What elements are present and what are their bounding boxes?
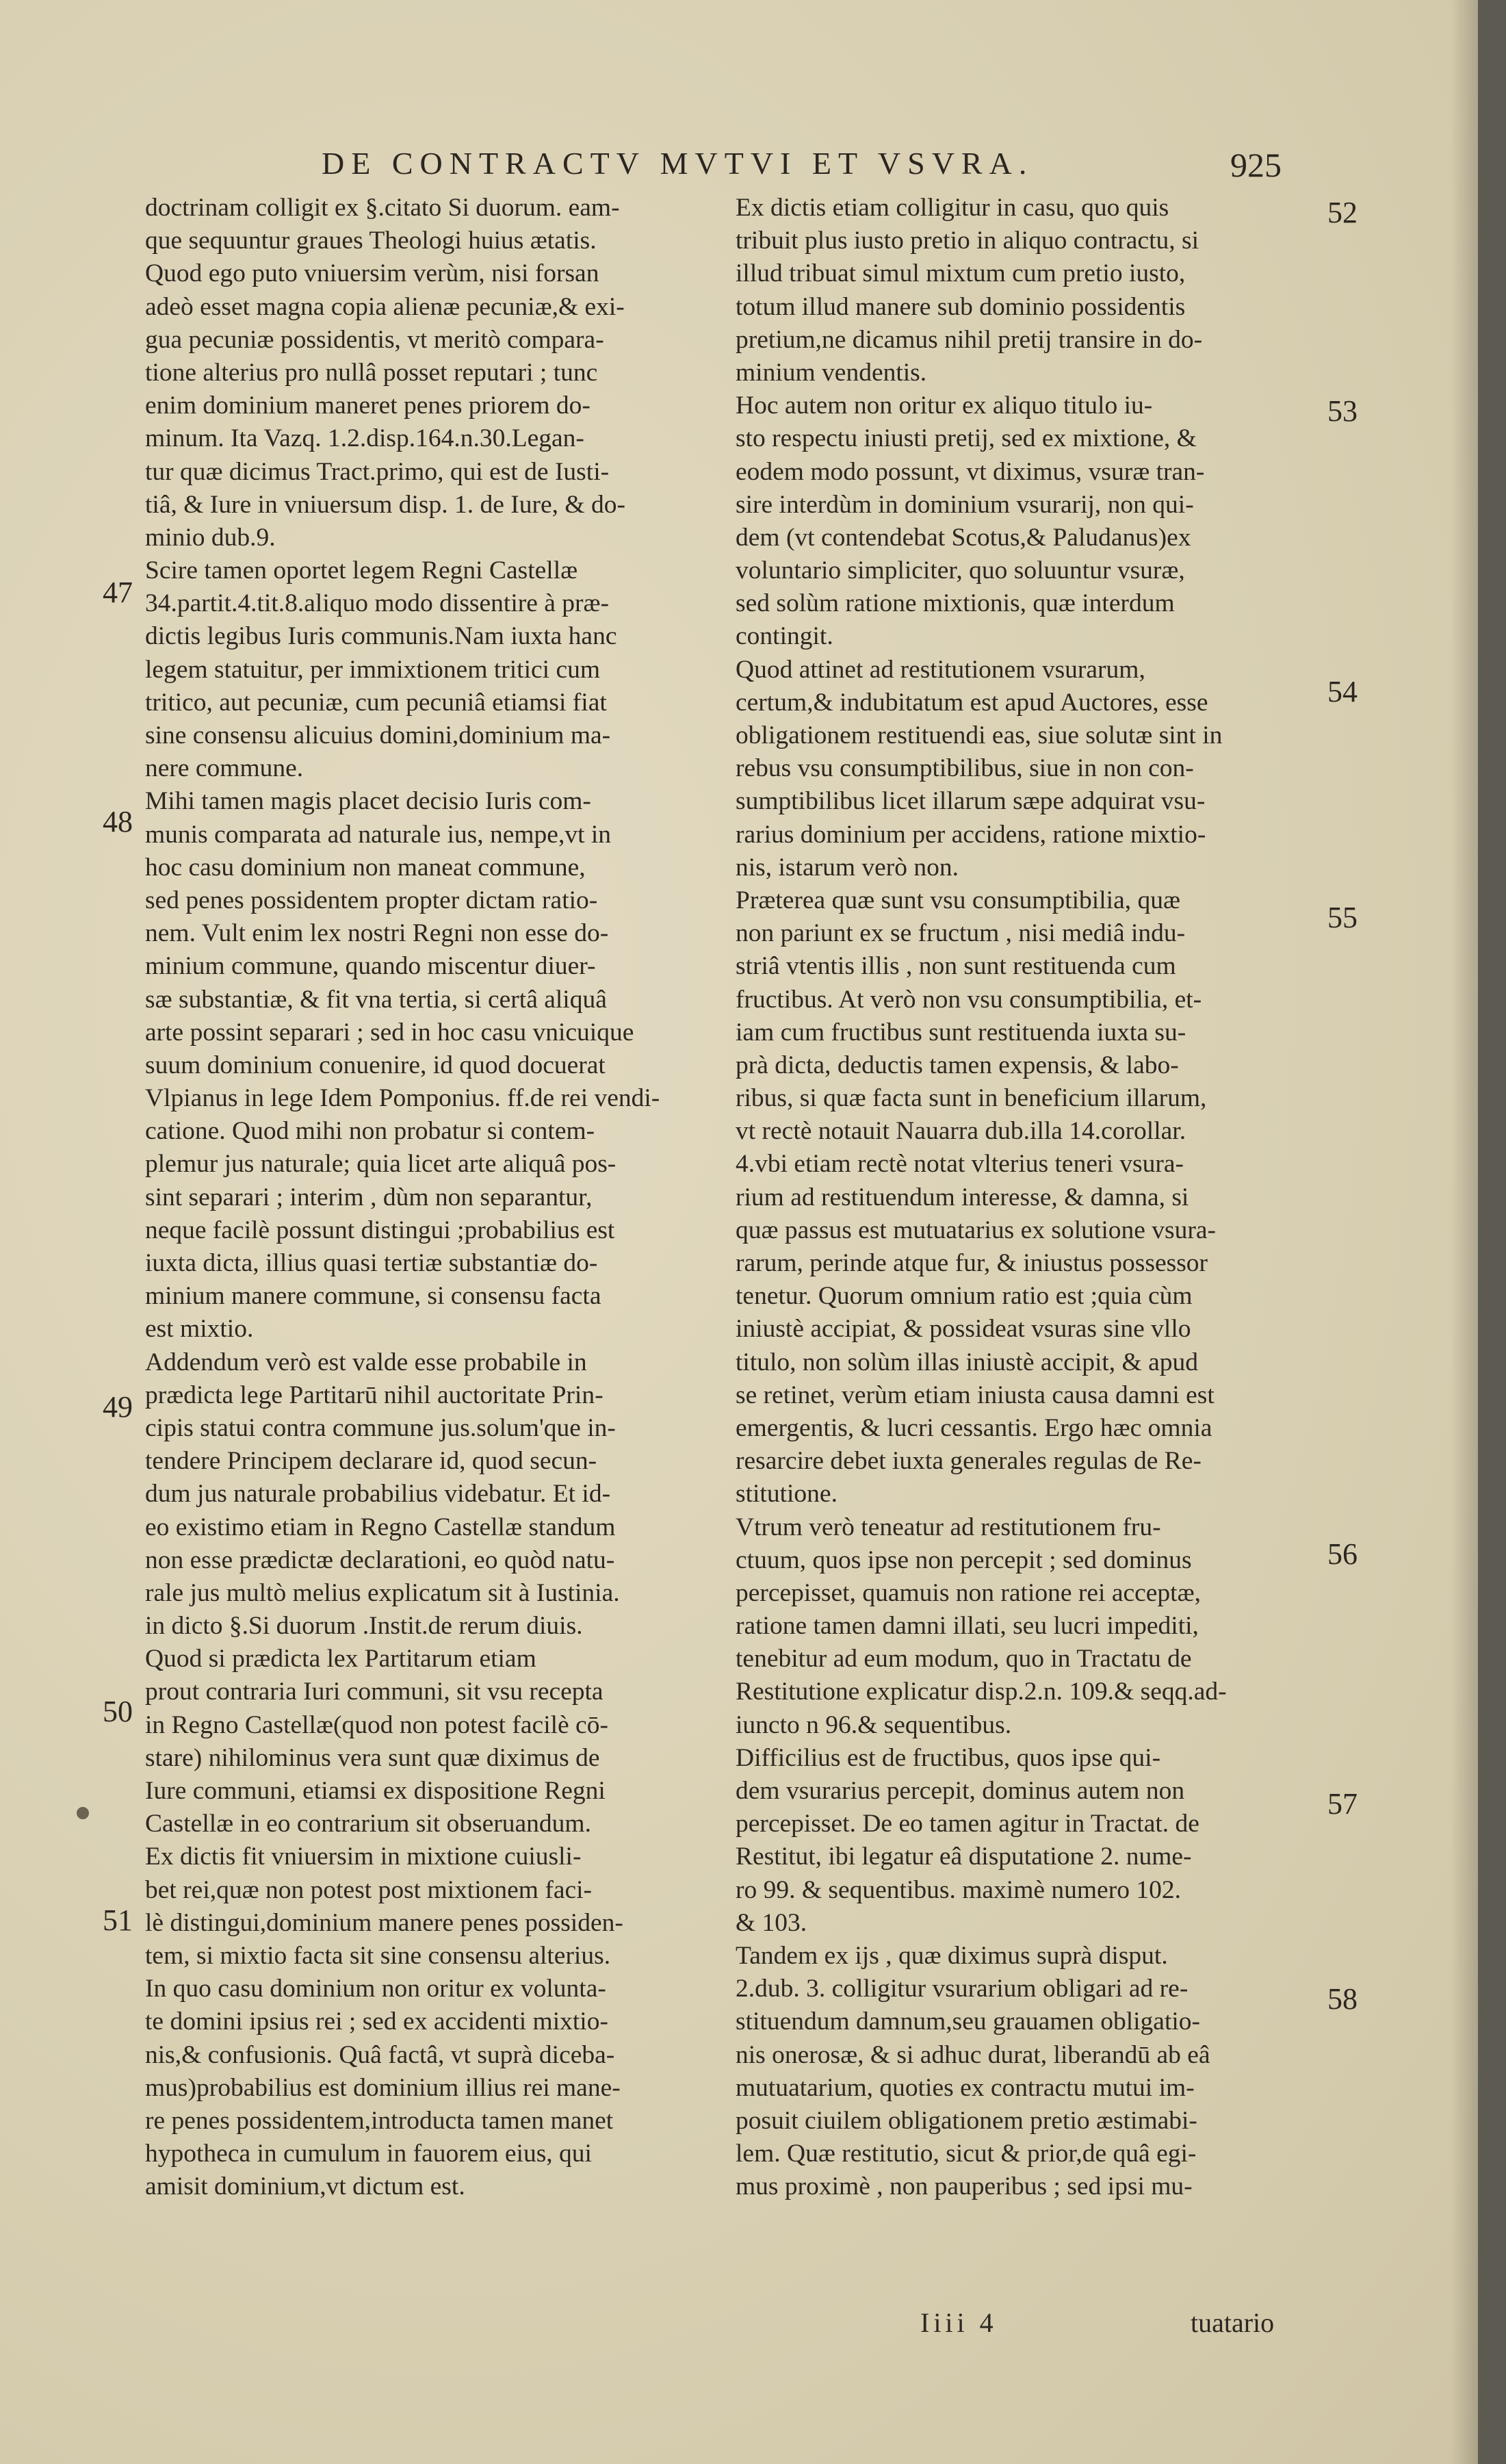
text-line: dum jus naturale probabilius videbatur. Et id- [145, 1480, 611, 1509]
margin-number-52: 52 [1327, 196, 1358, 229]
text-line: adeò esset magna copia alienæ pecuniæ,& exi- [145, 292, 625, 321]
margin-number-54: 54 [1327, 675, 1358, 708]
text-line: sæ substantiæ, & fit vna tertia, si certâ aliquâ [145, 985, 607, 1014]
text-line: cipis statui contra commune jus.solum'que in- [145, 1413, 616, 1442]
text-line: emergentis, & lucri cessantis. Ergo hæc omnia [736, 1413, 1212, 1442]
text-line: stare) nihilominus vera sunt quæ diximus de [145, 1743, 600, 1772]
text-line: Restitutione explicatur disp.2.n. 109.& seqq.ad- [736, 1678, 1227, 1706]
text-line: resarcire debet iuxta generales regulas de Re- [736, 1447, 1202, 1476]
text-line: re penes possidentem,introducta tamen manet [145, 2106, 614, 2135]
margin-number-55: 55 [1327, 901, 1358, 934]
text-line: percepisset, quamuis non ratione rei acceptæ, [736, 1578, 1201, 1607]
text-line: legem statuitur, per immixtionem tritici cum [145, 655, 601, 684]
text-line: lem. Quæ restitutio, sicut & prior,de quâ egi- [736, 2140, 1197, 2168]
text-line: sint separari ; interim , dùm non separantur, [145, 1183, 593, 1211]
text-line: ratione tamen damni illati, seu lucri impediti, [736, 1612, 1199, 1641]
signature-mark: Iiii 4 [920, 2307, 998, 2338]
text-line: est mixtio. [145, 1315, 254, 1344]
text-line: tem, si mixtio facta sit sine consensu alterius. [145, 1941, 611, 1970]
margin-number-50: 50 [103, 1695, 133, 1728]
text-line: nis,& confusionis. Quâ factâ, vt suprà diceba- [145, 2040, 615, 2069]
text-line: tritico, aut pecuniæ, cum pecuniâ etiamsi fiat [145, 688, 607, 717]
text-line: non pariunt ex se fructum , nisi mediâ indu- [736, 919, 1186, 948]
text-line: plemur jus naturale; quia licet arte aliquâ pos- [145, 1150, 616, 1179]
text-line: ctuum, quos ipse non percepit ; sed dominus [736, 1545, 1192, 1574]
text-line: sto respectu iniusti pretij, sed ex mixtione, & [736, 424, 1197, 453]
text-line: In quo casu dominium non oritur ex volunta- [145, 1975, 606, 2003]
text-line: Scire tamen oportet legem Regni Castellæ [145, 556, 578, 585]
text-line: Hoc autem non oritur ex aliquo titulo iu- [736, 392, 1153, 420]
text-line: tione alterius pro nullâ posset reputari ; tunc [145, 358, 598, 387]
page-number: 925 [1230, 146, 1282, 184]
text-line: iam cum fructibus sunt restituenda iuxta su- [736, 1018, 1186, 1047]
text-line: nis, istarum verò non. [736, 853, 959, 882]
text-line: Quod si prædicta lex Partitarum etiam [145, 1645, 536, 1673]
text-line: Restitut, ibi legatur eâ disputatione 2. nume- [736, 1843, 1192, 1871]
text-line: voluntario simpliciter, quo soluuntur vsuræ, [736, 556, 1185, 585]
ink-blot [77, 1807, 89, 1819]
text-line: Castellæ in eo contrarium sit obseruandum. [145, 1810, 591, 1838]
text-line: ribus, si quæ facta sunt in beneficium illarum, [736, 1084, 1207, 1113]
text-line: prà dicta, deductis tamen expensis, & labo- [736, 1051, 1179, 1079]
text-line: minium vendentis. [736, 358, 927, 387]
page-edge-shadow [1451, 0, 1478, 2464]
text-line: nere commune. [145, 754, 304, 783]
running-title: DE CONTRACTV MVTVI ET VSVRA. [322, 146, 1034, 181]
margin-number-58: 58 [1327, 1982, 1358, 2016]
text-line: rale jus multò melius explicatum sit à Iustinia. [145, 1578, 620, 1607]
text-line: 2.dub. 3. colligitur vsurarium obligari ad re- [736, 1975, 1189, 2003]
text-line: hypotheca in cumulum in fauorem eius, qui [145, 2140, 592, 2168]
text-line: Ex dictis fit vniuersim in mixtione cuiusli- [145, 1843, 582, 1871]
text-line: sine consensu alicuius domini,dominium ma- [145, 721, 611, 749]
text-line: Mihi tamen magis placet decisio Iuris com- [145, 787, 591, 816]
text-line: Tandem ex ijs , quæ diximus suprà disput. [736, 1941, 1168, 1970]
text-line: iuxta dicta, illius quasi tertiæ substantiæ do- [145, 1249, 598, 1277]
text-line: eodem modo possunt, vt diximus, vsuræ tran- [736, 457, 1205, 486]
text-line: arte possint separari ; sed in hoc casu vnicuique [145, 1018, 634, 1047]
text-line: quæ passus est mutuatarius ex solutione vsura- [736, 1216, 1216, 1244]
text-line: dictis legibus Iuris communis.Nam iuxta hanc [145, 622, 617, 651]
text-line: tendere Principem declarare id, quod secun- [145, 1447, 597, 1476]
left-column [145, 192, 733, 2203]
text-line: rarius dominium per accidens, ratione mixtio- [736, 820, 1206, 849]
text-line: se retinet, verùm etiam iniusta causa damni est [736, 1381, 1215, 1409]
text-line: prædicta lege Partitarū nihil auctoritate Prin- [145, 1381, 603, 1409]
text-line: mus)probabilius est dominium illius rei mane- [145, 2073, 621, 2102]
text-line: ro 99. & sequentibus. maximè numero 102. [736, 1875, 1181, 1904]
text-line: 4.vbi etiam rectè notat vlterius teneri vsura- [736, 1150, 1184, 1179]
text-line: prout contraria Iuri communi, sit vsu recepta [145, 1678, 603, 1706]
text-line: vt rectè notauit Nauarra dub.illa 14.corollar. [736, 1117, 1186, 1146]
text-line: tur quæ dicimus Tract.primo, qui est de Iusti- [145, 457, 610, 486]
text-line: obligationem restituendi eas, siue solutæ sint in [736, 721, 1223, 749]
text-line: Quod attinet ad restitutionem vsurarum, [736, 655, 1145, 684]
text-line: bet rei,quæ non potest post mixtionem faci- [145, 1875, 593, 1904]
text-line: sire interdùm in dominium vsurarij, non qui- [736, 490, 1194, 519]
text-line: lè distingui,dominium manere penes possiden- [145, 1908, 623, 1937]
text-line: Vtrum verò teneatur ad restitutionem fru- [736, 1513, 1161, 1541]
text-line: nis onerosæ, & si adhuc durat, liberandū ab eâ [736, 2040, 1210, 2069]
margin-number-49: 49 [103, 1390, 133, 1424]
margin-number-53: 53 [1327, 394, 1358, 428]
text-line: iuncto n 96.& sequentibus. [736, 1710, 1012, 1739]
text-line: tribuit plus iusto pretio in aliquo contractu, si [736, 227, 1199, 255]
text-line: rarum, perinde atque fur, & iniustus possessor [736, 1249, 1208, 1277]
text-line: doctrinam colligit ex §.citato Si duorum. eam- [145, 194, 620, 222]
text-line: certum,& indubitatum est apud Auctores, esse [736, 688, 1208, 717]
text-line: Addendum verò est valde esse probabile in [145, 1348, 587, 1376]
text-line: in dicto §.Si duorum .Instit.de rerum diuis. [145, 1612, 583, 1641]
text-line: gua pecuniæ possidentis, vt meritò compara- [145, 325, 604, 354]
catchword: tuatario [1191, 2307, 1275, 2338]
text-line: Difficilius est de fructibus, quos ipse qui- [736, 1743, 1161, 1772]
text-line: mus proximè , non pauperibus ; sed ipsi mu- [736, 2172, 1193, 2201]
text-line: totum illud manere sub dominio possidentis [736, 292, 1186, 321]
text-line: minium manere commune, si consensu facta [145, 1282, 601, 1311]
text-line: amisit dominium,vt dictum est. [145, 2172, 465, 2201]
text-line: iniustè accipiat, & possideat vsuras sine vllo [736, 1315, 1191, 1344]
text-line: sed penes possidentem propter dictam ratio- [145, 886, 598, 914]
right-column [736, 192, 1321, 2203]
text-line: enim dominium maneret penes priorem do- [145, 392, 590, 420]
text-line: illud tribuat simul mixtum cum pretio iusto, [736, 259, 1186, 288]
margin-number-47: 47 [103, 576, 133, 609]
text-line: rebus vsu consumptibilibus, siue in non con- [736, 754, 1194, 783]
text-line: tenebitur ad eum modum, quo in Tractatu de [736, 1645, 1192, 1673]
margin-number-51: 51 [103, 1903, 133, 1937]
text-line: Vlpianus in lege Idem Pomponius. ff.de rei vendi- [145, 1084, 660, 1113]
text-line: pretium,ne dicamus nihil pretij transire in do- [736, 325, 1203, 354]
text-line: suum dominium conuenire, id quod docuerat [145, 1051, 606, 1079]
text-line: striâ vtentis illis , non sunt restituenda cum [736, 952, 1176, 981]
text-line: minio dub.9. [145, 523, 276, 552]
text-line: tiâ, & Iure in vniuersum disp. 1. de Iure, & do- [145, 490, 625, 519]
text-line: fructibus. At verò non vsu consumptibilia, et- [736, 985, 1202, 1014]
text-line: & 103. [736, 1908, 807, 1937]
text-line: posuit ciuilem obligationem pretio æstimabi- [736, 2106, 1197, 2135]
text-line: stituendum damnum,seu grauamen obligatio- [736, 2007, 1201, 2036]
text-line: munis comparata ad naturale ius, nempe,vt in [145, 820, 612, 849]
text-line: rium ad restituendum interesse, & damna, si [736, 1183, 1189, 1211]
text-line: que sequuntur graues Theologi huius ætatis. [145, 227, 597, 255]
margin-number-56: 56 [1327, 1537, 1358, 1571]
text-line: hoc casu dominium non maneat commune, [145, 853, 586, 882]
text-line: eo existimo etiam in Regno Castellæ standum [145, 1513, 616, 1541]
text-line: catione. Quod mihi non probatur si contem- [145, 1117, 595, 1146]
text-line: in Regno Castellæ(quod non potest facilè cō- [145, 1710, 608, 1739]
text-line: sumptibilibus licet illarum sæpe adquirat vsu- [736, 787, 1206, 816]
margin-number-57: 57 [1327, 1787, 1358, 1821]
text-line: dem (vt contendebat Scotus,& Paludanus)ex [736, 523, 1191, 552]
text-line: contingit. [736, 622, 833, 651]
text-line: Ex dictis etiam colligitur in casu, quo quis [736, 194, 1169, 222]
text-line: minum. Ita Vazq. 1.2.disp.164.n.30.Legan- [145, 424, 584, 453]
text-line: percepisset. De eo tamen agitur in Tractat. de [736, 1810, 1199, 1838]
text-line: nem. Vult enim lex nostri Regni non esse do- [145, 919, 609, 948]
text-line: stitutione. [736, 1480, 838, 1509]
text-line: titulo, non solùm illas iniustè accipit, & apud [736, 1348, 1198, 1376]
margin-number-48: 48 [103, 805, 133, 838]
text-line: tenetur. Quorum omnium ratio est ;quia cùm [736, 1282, 1193, 1311]
text-line: dem vsurarius percepit, dominus autem non [736, 1777, 1185, 1805]
text-line: Quod ego puto vniuersim verùm, nisi forsan [145, 259, 599, 288]
text-line: Præterea quæ sunt vsu consumptibilia, quæ [736, 886, 1180, 914]
text-line: 34.partit.4.tit.8.aliquo modo dissentire à præ- [145, 589, 610, 618]
text-line: non esse prædictæ declarationi, eo quòd natu- [145, 1545, 615, 1574]
text-line: te domini ipsius rei ; sed ex accidenti mixtio- [145, 2007, 608, 2036]
text-line: Iure communi, etiamsi ex dispositione Regni [145, 1777, 606, 1805]
text-line: sed solùm ratione mixtionis, quæ interdum [736, 589, 1175, 618]
text-line: mutuatarium, quoties ex contractu mutui im- [736, 2073, 1195, 2102]
text-line: minium commune, quando miscentur diuer- [145, 952, 596, 981]
text-line: neque facilè possunt distingui ;probabilius est [145, 1216, 615, 1244]
